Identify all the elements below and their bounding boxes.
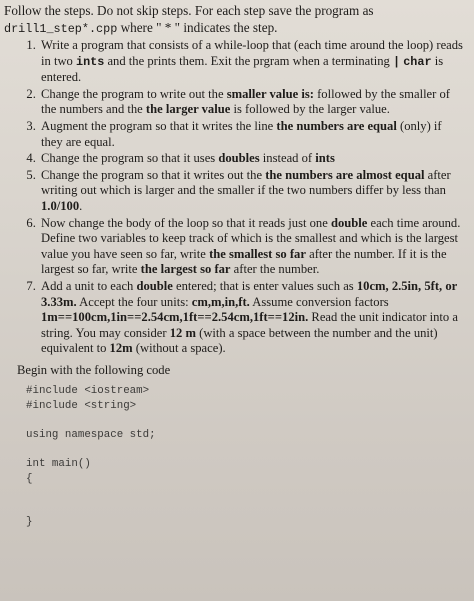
intro-text-2: where " * " indicates the step. [117,19,278,35]
step-3: 3. Augment the program so that it writes the line the numbers are equal (only) if they are equal. [39,119,464,150]
code-line-open-brace: { [26,472,33,485]
step-1: 1. Write a program that consists of a while-loop that (each time around the loop) reads in two ints and the prints them. Exit the prgram when a terminating | char is entered. [39,38,464,86]
begin-note: Begin with the following code [17,362,171,377]
code-block [26,384,464,530]
step-7: 7. Add a unit to each double entered; that is enter values such as 10cm, 2.5in, 5ft, or 3.33m. Accept the four units: cm,m,in,ft. Assume conversion factors 1m==100cm,1in==2.54cm,1ft==2.54cm,1ft==12in. Read the unit indicator into a string. You may consider 12 m (with a space between the number and the unit) equivalent to 12m (without a space). [39,279,464,357]
step-4: 4. Change the program so that it uses doubles instead of ints [39,151,464,167]
step-5: 5. Change the program so that it writes out the the numbers are almost equal after writing out which is larger and the smaller if the two numbers differ by less than 1.0/100. [39,168,464,215]
step-6: 6. Now change the body of the loop so that it reads just one double each time around. Define two variables to keep track of which is the smallest and which is the largest value you have seen so far, write the smallest so far after the number. If it is the largest so far, write the largest so far after the number. [39,216,464,278]
filename-code: drill1_step*.cpp [4,21,118,36]
code-line-main: int main() [26,457,91,470]
code-line-include-string: #include <string> [26,399,137,412]
step-2: 2. Change the program to write out the smaller value is: followed by the smaller of the numbers and the the larger value is followed by the larger value. [39,87,464,118]
code-line-using: using namespace std; [26,428,156,441]
intro-text: Follow the steps. Do not skip steps. For each step save the program as [4,3,374,18]
code-line-close-brace: } [26,515,33,528]
instructions-intro [4,3,464,37]
steps-list [4,38,464,357]
code-line-include-iostream: #include <iostream> [26,384,150,397]
